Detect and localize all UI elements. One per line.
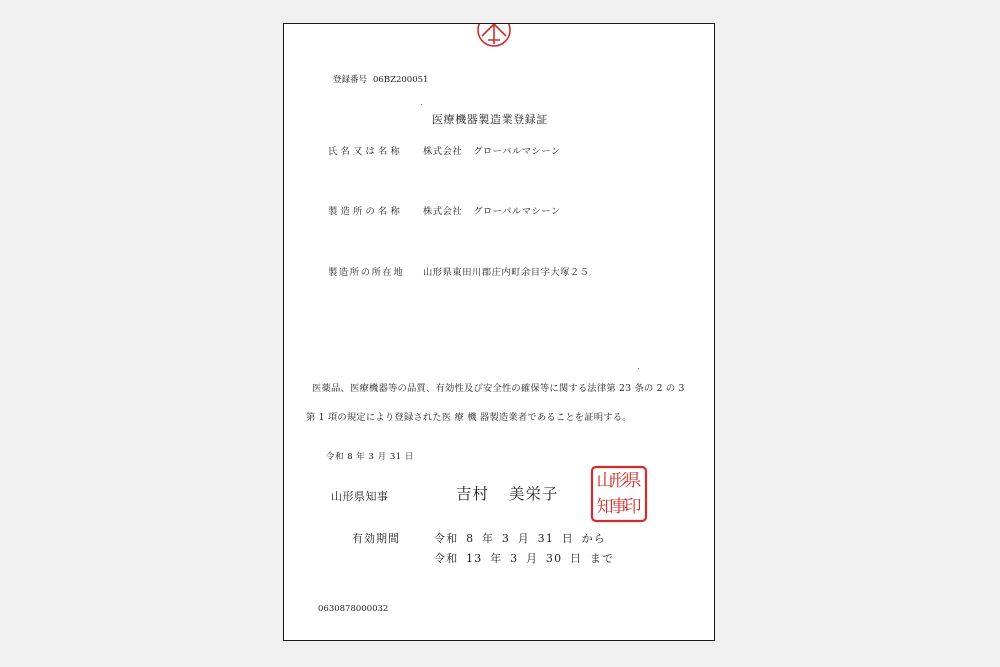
document-title: 医療機器製造業登録証 bbox=[432, 113, 548, 126]
svg-text:知: 知 bbox=[596, 497, 614, 517]
svg-text:事: 事 bbox=[610, 497, 628, 517]
validity-from: 令和 8 年 3 月 31 日 から bbox=[434, 532, 607, 545]
svg-text:印: 印 bbox=[624, 497, 642, 517]
field-value-company-name: グローバルマシーン bbox=[473, 206, 561, 217]
issuer-title: 山形県知事 bbox=[331, 490, 389, 503]
field-value-facility-address: 山形県東田川郡庄内町余目字大塚２５ bbox=[423, 267, 590, 278]
footer-number: 0630878000032 bbox=[318, 604, 389, 614]
registration-value: 06BZ200051 bbox=[373, 75, 429, 85]
official-seal-icon bbox=[590, 465, 648, 523]
field-value-company: 株式会社 bbox=[423, 206, 463, 217]
scan-speck bbox=[421, 104, 422, 105]
top-seal-icon bbox=[474, 23, 514, 50]
issue-date: 令和 8 年 3 月 31 日 bbox=[326, 452, 414, 462]
svg-text:県: 県 bbox=[624, 471, 642, 491]
field-value-facility-name bbox=[423, 203, 561, 217]
registration-label: 登録番号 bbox=[333, 75, 368, 85]
svg-text:形: 形 bbox=[610, 471, 628, 491]
field-value-company: 株式会社 bbox=[423, 146, 463, 157]
field-value-company-name: グローバルマシーン bbox=[473, 146, 561, 157]
issuer-surname: 吉村 bbox=[456, 485, 490, 503]
field-label-name: 氏名又は名称 bbox=[328, 146, 403, 157]
certification-line-1: 医薬品、医療機器等の品質、有効性及び安全性の確保等に関する法律第 23 条の 2 の 3 bbox=[312, 383, 685, 394]
svg-text:山: 山 bbox=[596, 471, 614, 491]
issuer-given-name: 美栄子 bbox=[509, 485, 559, 503]
field-label-facility-name: 製造所の名称 bbox=[328, 206, 403, 217]
registration-number bbox=[333, 73, 428, 85]
certification-line-2: 第 1 項の規定により登録された医 療 機 器製造業者であることを証明する。 bbox=[306, 412, 632, 423]
validity-label: 有効期間 bbox=[352, 532, 400, 545]
field-label-facility-address: 製造所の所在地 bbox=[328, 267, 405, 278]
scan-speck bbox=[638, 368, 639, 369]
issuer-name bbox=[456, 482, 559, 504]
validity-until: 令和 13 年 3 月 30 日 まで bbox=[434, 552, 615, 565]
certificate-sheet bbox=[283, 23, 715, 641]
field-value-name bbox=[423, 143, 561, 157]
